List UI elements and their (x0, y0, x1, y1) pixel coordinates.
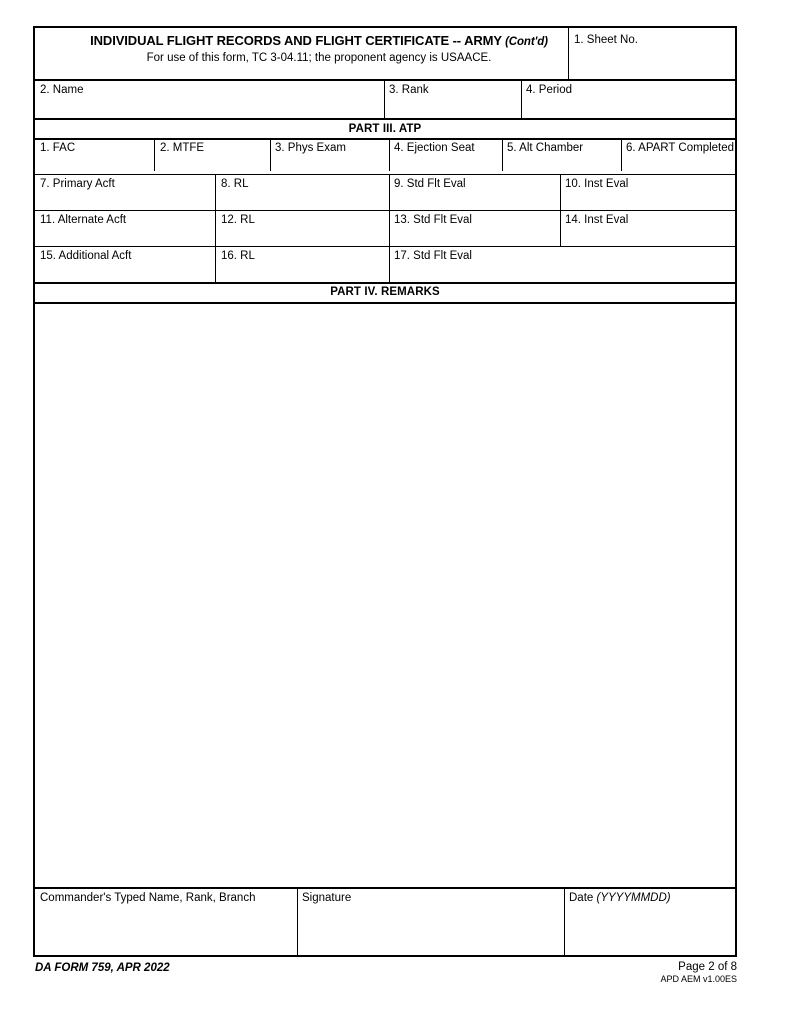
field-rank[interactable] (389, 97, 517, 116)
divider-r1-c4 (502, 139, 503, 171)
rule-below-part3-row3 (35, 246, 735, 247)
label-std-flt-eval-17: 17. Std Flt Eval (394, 250, 472, 262)
rule-below-identity (35, 118, 735, 120)
rule-below-part3-row1 (35, 174, 735, 175)
field-period[interactable] (526, 97, 731, 116)
label-alt-chamber: 5. Alt Chamber (507, 142, 584, 154)
label-commander-name: Commander's Typed Name, Rank, Branch (40, 892, 256, 904)
field-signature[interactable] (302, 906, 560, 951)
label-date-text: Date (569, 892, 597, 904)
label-sheet-no: 1. Sheet No. (574, 34, 638, 46)
divider-title-sheetno (568, 28, 569, 79)
field-commander-name[interactable] (40, 906, 292, 951)
label-apart-completed: 6. APART Completed (626, 142, 735, 154)
divider-r1-c1 (154, 139, 155, 171)
field-std-flt-eval-17[interactable] (394, 263, 731, 280)
field-inst-eval-14[interactable] (565, 227, 731, 244)
field-name[interactable] (40, 97, 380, 116)
label-std-flt-eval-9: 9. Std Flt Eval (394, 178, 466, 190)
divider-r3-c3 (560, 210, 561, 246)
label-name: 2. Name (40, 84, 84, 96)
divider-r1-c3 (389, 139, 390, 171)
remarks-textarea[interactable] (35, 302, 735, 887)
field-mtfe[interactable] (160, 155, 264, 172)
field-sheet-no[interactable] (574, 48, 731, 76)
field-primary-acft[interactable] (40, 191, 210, 208)
label-ejection-seat: 4. Ejection Seat (394, 142, 475, 154)
rule-below-part3-row4 (35, 282, 735, 284)
form-title-cont: (Cont'd) (505, 36, 548, 48)
rule-above-certification (35, 887, 735, 889)
divider-name-rank (384, 81, 385, 118)
field-ejection-seat[interactable] (394, 155, 497, 172)
rule-below-title (35, 79, 735, 81)
part3-banner: PART III. ATP (348, 123, 422, 135)
divider-r2-c3 (560, 174, 561, 210)
field-apart-completed[interactable] (626, 155, 731, 172)
form-title-text: INDIVIDUAL FLIGHT RECORDS AND FLIGHT CERTIFICATE -- ARMY (90, 33, 502, 48)
field-inst-eval-10[interactable] (565, 191, 731, 208)
field-alt-chamber[interactable] (507, 155, 617, 172)
label-fac: 1. FAC (40, 142, 76, 154)
field-phys-exam[interactable] (275, 155, 385, 172)
field-date[interactable] (569, 906, 731, 951)
label-date-format: (YYYYMMDD) (596, 892, 671, 904)
label-primary-acft: 7. Primary Acft (40, 178, 115, 190)
label-rl-12: 12. RL (221, 214, 255, 226)
footer-version: APD AEM v1.00ES (660, 974, 737, 984)
divider-commander-signature (297, 888, 298, 955)
form-outer-frame (33, 26, 737, 957)
label-rl-16: 16. RL (221, 250, 255, 262)
divider-r4-c2 (389, 246, 390, 282)
label-additional-acft: 15. Additional Acft (40, 250, 132, 262)
divider-r4-c1 (215, 246, 216, 282)
label-date (569, 892, 671, 905)
label-mtfe: 2. MTFE (160, 142, 205, 154)
label-inst-eval-10: 10. Inst Eval (565, 178, 629, 190)
divider-signature-date (564, 888, 565, 955)
label-period: 4. Period (526, 84, 573, 96)
label-rank: 3. Rank (389, 84, 429, 96)
field-std-flt-eval-9[interactable] (394, 191, 554, 208)
footer-page-number: Page 2 of 8 (678, 961, 737, 973)
label-signature: Signature (302, 892, 352, 904)
field-std-flt-eval-13[interactable] (394, 227, 554, 244)
divider-rank-period (521, 81, 522, 118)
field-rl-8[interactable] (221, 191, 387, 208)
label-rl-8: 8. RL (221, 178, 249, 190)
rule-below-part3-banner (35, 138, 735, 140)
form-title (70, 33, 568, 48)
label-std-flt-eval-13: 13. Std Flt Eval (394, 214, 472, 226)
field-fac[interactable] (40, 155, 150, 172)
label-inst-eval-14: 14. Inst Eval (565, 214, 629, 226)
label-alternate-acft: 11. Alternate Acft (40, 214, 127, 226)
field-rl-16[interactable] (221, 263, 387, 280)
divider-r1-c5 (621, 139, 622, 171)
form-subtitle: For use of this form, TC 3-04.11; the proponent agency is USAACE. (146, 52, 492, 64)
field-alternate-acft[interactable] (40, 227, 210, 244)
divider-r2-c2 (389, 174, 390, 210)
rule-below-part3-row2 (35, 210, 735, 211)
divider-r2-c1 (215, 174, 216, 210)
footer-form-id: DA FORM 759, APR 2022 (35, 962, 170, 974)
divider-r1-c2 (270, 139, 271, 171)
divider-r3-c1 (215, 210, 216, 246)
label-phys-exam: 3. Phys Exam (275, 142, 346, 154)
part4-banner: PART IV. REMARKS (330, 286, 440, 298)
divider-r3-c2 (389, 210, 390, 246)
field-rl-12[interactable] (221, 227, 387, 244)
field-additional-acft[interactable] (40, 263, 210, 280)
